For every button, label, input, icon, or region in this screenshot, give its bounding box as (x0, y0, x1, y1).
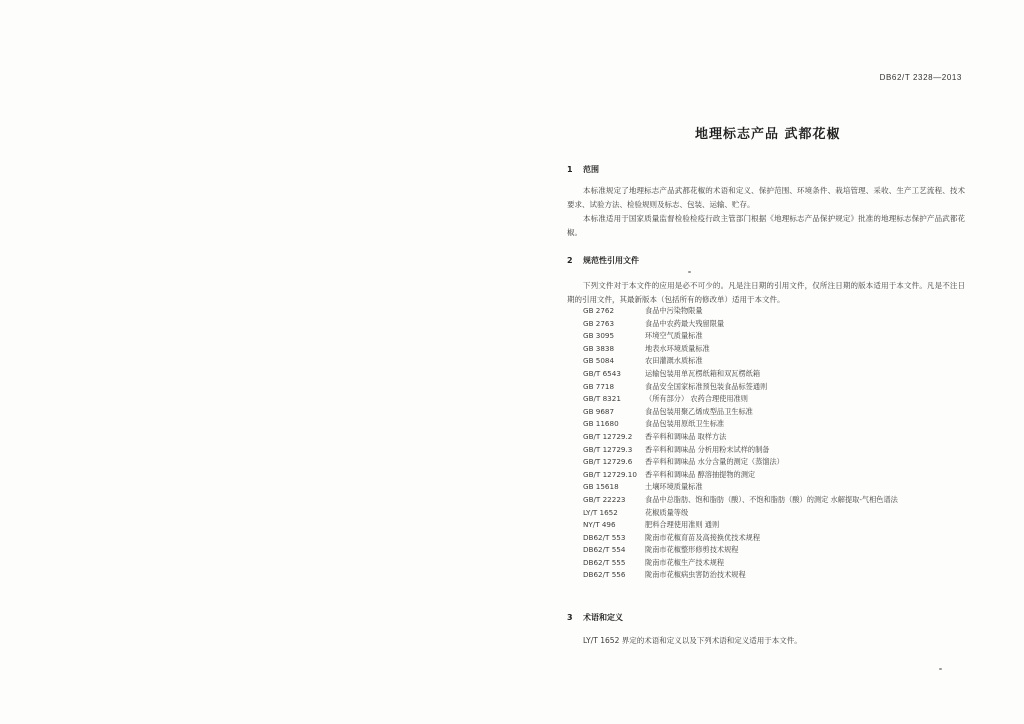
reference-title: 香辛料和调味品 水分含量的测定（蒸馏法） (645, 457, 784, 467)
reference-item (583, 393, 898, 406)
reference-code: GB/T 12729.2 (583, 431, 633, 441)
reference-item (583, 368, 898, 381)
reference-title: 农田灌溉水质标准 (645, 356, 703, 366)
reference-item (583, 330, 898, 343)
reference-item (583, 532, 898, 545)
reference-code: GB 3838 (583, 343, 615, 353)
reference-item (583, 469, 898, 482)
reference-item (583, 519, 898, 532)
reference-item (583, 406, 898, 419)
reference-code: DB62/T 556 (583, 570, 626, 580)
section-2-heading (567, 255, 639, 266)
reference-item (583, 494, 898, 507)
section-number: 3 (567, 613, 573, 622)
scan-speck (688, 271, 691, 273)
reference-code: DB62/T 554 (583, 545, 626, 555)
reference-code: GB/T 8321 (583, 394, 621, 404)
reference-title: 陇南市花椒育苗及高接换优技术规程 (645, 532, 761, 542)
section-number: 2 (567, 256, 573, 265)
reference-title: 肥料合理使用准则 通则 (645, 520, 720, 530)
reference-title: 运输包装用单瓦楞纸箱和双瓦楞纸箱 (645, 368, 761, 378)
section-title: 规范性引用文件 (583, 256, 639, 265)
section-1-paragraph-1: 本标准规定了地理标志产品武都花椒的术语和定义、保护范围、环境条件、栽培管理、采收、生产工艺流程、技术要求、试验方法、检验规则及标志、包装、运输、贮存。 (567, 186, 965, 209)
reference-code: GB/T 12729.3 (583, 444, 633, 454)
reference-item (583, 355, 898, 368)
reference-code: GB 11680 (583, 419, 619, 429)
document-title: 地理标志产品 武都花椒 (695, 127, 841, 142)
reference-code: GB 2762 (583, 306, 615, 315)
reference-code: DB62/T 555 (583, 557, 626, 567)
reference-title: 食品包装用聚乙烯成型品卫生标准 (645, 406, 753, 416)
reference-item (583, 418, 898, 431)
reference-title: （所有部分） 农药合理使用准则 (645, 394, 748, 404)
reference-code: DB62/T 553 (583, 532, 626, 542)
reference-item (583, 557, 898, 570)
reference-item (583, 444, 898, 457)
reference-item (583, 544, 898, 557)
reference-code: GB 5084 (583, 356, 615, 366)
section-1-heading (567, 164, 599, 175)
reference-code: GB 3095 (583, 331, 615, 341)
reference-item (583, 456, 898, 469)
reference-code: GB/T 22223 (583, 494, 626, 504)
reference-item (583, 569, 898, 582)
reference-code: NY/T 496 (583, 520, 616, 530)
reference-code: LY/T 1652 (583, 507, 618, 517)
reference-code: GB 2763 (583, 318, 615, 328)
reference-title: 食品安全国家标准预包装食品标签通则 (645, 381, 768, 391)
reference-title: 陇南市花椒整形修剪技术规程 (645, 545, 739, 555)
reference-code: GB/T 6543 (583, 368, 621, 378)
reference-code: GB 7718 (583, 381, 615, 391)
reference-code: GB/T 12729.10 (583, 469, 637, 479)
reference-code: GB 15618 (583, 482, 619, 492)
reference-title: 土壤环境质量标准 (645, 482, 703, 492)
reference-code: GB 9687 (583, 406, 615, 416)
reference-item (583, 381, 898, 394)
reference-item (583, 507, 898, 520)
reference-title: 食品中污染物限量 (645, 306, 703, 315)
reference-title: 花椒质量等级 (645, 507, 689, 517)
reference-item (583, 343, 898, 356)
reference-title: 食品中总脂肪、饱和脂肪（酸）、不饱和脂肪（酸）的测定 水解提取-气相色谱法 (645, 494, 898, 504)
reference-title: 地表水环境质量标准 (645, 343, 710, 353)
scan-speck (939, 668, 942, 670)
section-3-heading (567, 612, 623, 623)
reference-item (583, 481, 898, 494)
section-1-paragraph-2: 本标准适用于国家质量监督检验检疫行政主管部门根据《地理标志产品保护规定》批准的地理标志保护产品武都花椒。 (567, 214, 965, 237)
section-2-paragraph: 下列文件对于本文件的应用是必不可少的。凡是注日期的引用文件，仅所注日期的版本适用于本文件。凡是不注日期的引用文件，其最新版本（包括所有的修改单）适用于本文件。 (567, 281, 965, 304)
reference-title: 香辛料和调味品 分析用粉末试样的制备 (645, 444, 770, 454)
reference-title: 食品包装用原纸卫生标准 (645, 419, 725, 429)
reference-item (583, 431, 898, 444)
reference-title: 陇南市花椒生产技术规程 (645, 557, 725, 567)
reference-title: 环境空气质量标准 (645, 331, 703, 341)
reference-item (583, 305, 898, 318)
section-title: 术语和定义 (583, 613, 623, 622)
reference-title: 陇南市花椒病虫害防治技术规程 (645, 570, 746, 580)
section-title: 范围 (583, 165, 599, 174)
section-number: 1 (567, 165, 573, 174)
reference-title: 香辛料和调味品 醇溶抽提物的测定 (645, 469, 756, 479)
reference-item (583, 318, 898, 331)
normative-references-list (583, 305, 898, 582)
reference-title: 食品中农药最大残留限量 (645, 318, 725, 328)
reference-title: 香辛料和调味品 取样方法 (645, 431, 727, 441)
reference-code: GB/T 12729.6 (583, 457, 633, 467)
section-3-paragraph: LY/T 1652 界定的术语和定义以及下列术语和定义适用于本文件。 (583, 636, 802, 645)
standard-code: DB62/T 2328—2013 (879, 73, 962, 82)
